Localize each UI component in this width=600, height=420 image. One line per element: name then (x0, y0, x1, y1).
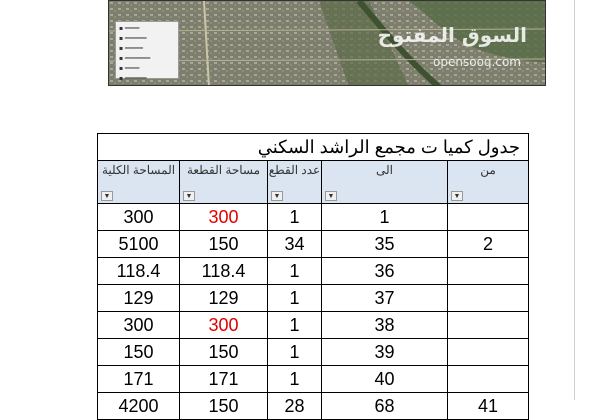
cell-plot-count: 34 (268, 231, 322, 258)
cell-plot-area: 171 (180, 366, 268, 393)
cell-from (448, 204, 529, 231)
cell-to: 37 (322, 285, 448, 312)
header-to: الى ▼ (322, 161, 448, 204)
cell-total-area: 5100 (98, 231, 180, 258)
filter-dropdown-icon[interactable]: ▼ (325, 191, 337, 201)
table-row (98, 339, 529, 366)
page-divider (574, 0, 575, 400)
filter-dropdown-icon[interactable]: ▼ (101, 191, 113, 201)
filter-dropdown-icon[interactable]: ▼ (271, 191, 283, 201)
cell-to: 40 (322, 366, 448, 393)
header-total-area: المساحة الكلية ▼ (98, 161, 180, 204)
cell-from: 41 (448, 393, 529, 420)
cell-from (448, 366, 529, 393)
cell-to: 38 (322, 312, 448, 339)
cell-plot-count: 1 (268, 258, 322, 285)
cell-plot-area: 300 (180, 204, 268, 231)
cell-to: 36 (322, 258, 448, 285)
header-plot-area: مساحة القطعة ▼ (180, 161, 268, 204)
table-row (98, 366, 529, 393)
watermark-logo-latin: opensooq.com (433, 55, 521, 69)
cell-total-area: 171 (98, 366, 180, 393)
map-legend: ▪ ━━━━ ▪ ━━━━━━ ▪ ━━━━━ ▪ ━━━━━━━ ▪ ━━━━ ▪ ━━━━━━ (115, 21, 179, 79)
table-row (98, 312, 529, 339)
cell-plot-area: 300 (180, 312, 268, 339)
quantities-table (97, 133, 529, 420)
cell-total-area: 129 (98, 285, 180, 312)
cell-plot-count: 28 (268, 393, 322, 420)
header-from: من ▼ (448, 161, 529, 204)
table-row (98, 231, 529, 258)
cell-from (448, 312, 529, 339)
cell-plot-area: 150 (180, 393, 268, 420)
table-row (98, 393, 529, 420)
cell-plot-count: 1 (268, 366, 322, 393)
cell-total-area: 300 (98, 204, 180, 231)
table-row (98, 258, 529, 285)
cell-from (448, 258, 529, 285)
cell-plot-count: 1 (268, 312, 322, 339)
cell-to: 1 (322, 204, 448, 231)
aerial-map-image (108, 0, 546, 86)
filter-dropdown-icon[interactable]: ▼ (451, 191, 463, 201)
cell-to: 68 (322, 393, 448, 420)
cell-plot-count: 1 (268, 339, 322, 366)
cell-total-area: 4200 (98, 393, 180, 420)
table-row (98, 285, 529, 312)
cell-total-area: 118.4 (98, 258, 180, 285)
header-plot-count: عدد القطع ▼ (268, 161, 322, 204)
cell-total-area: 150 (98, 339, 180, 366)
cell-to: 35 (322, 231, 448, 258)
cell-plot-area: 118.4 (180, 258, 268, 285)
table-row (98, 204, 529, 231)
watermark-logo-arabic: السوق المفتوح (377, 23, 527, 47)
cell-plot-area: 150 (180, 231, 268, 258)
cell-to: 39 (322, 339, 448, 366)
cell-plot-area: 150 (180, 339, 268, 366)
cell-plot-count: 1 (268, 204, 322, 231)
cell-plot-count: 1 (268, 285, 322, 312)
table-title: جدول كميا ت مجمع الراشد السكني (98, 134, 529, 161)
cell-from (448, 339, 529, 366)
cell-total-area: 300 (98, 312, 180, 339)
cell-plot-area: 129 (180, 285, 268, 312)
filter-dropdown-icon[interactable]: ▼ (183, 191, 195, 201)
cell-from: 2 (448, 231, 529, 258)
cell-from (448, 285, 529, 312)
